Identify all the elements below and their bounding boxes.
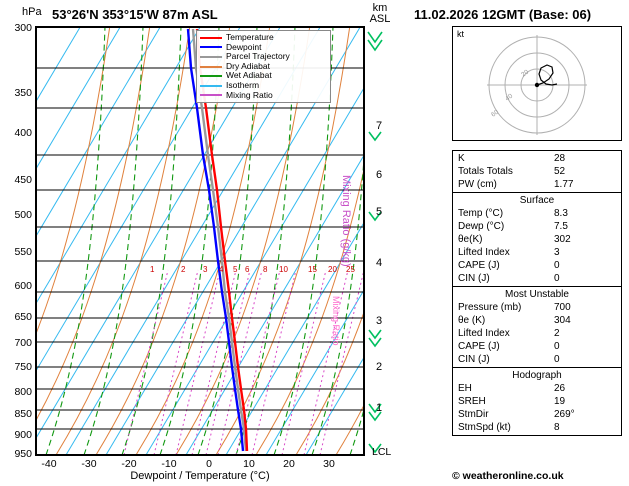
legend-swatch-wet-adiabat (200, 75, 222, 77)
ytick: 900 (14, 429, 32, 441)
copyright: © weatheronline.co.uk (452, 470, 564, 482)
pressure-axis-labels (0, 22, 34, 460)
row-value: 2 (554, 328, 560, 339)
row-key: EH (458, 383, 472, 394)
hodograph (452, 26, 622, 141)
row-key: CIN (J) (458, 273, 490, 284)
ytick: 650 (14, 311, 32, 323)
row-value: 3 (554, 247, 560, 258)
legend-swatch-parcel (200, 56, 222, 58)
row-value: 8 (554, 422, 560, 433)
mixing-ratio-value: 10 (279, 265, 288, 274)
ytick: 800 (14, 386, 32, 398)
table-row (453, 353, 621, 366)
km-axis-label-line1: km (372, 2, 388, 14)
ytick: 400 (14, 127, 32, 139)
height-axis (366, 26, 396, 456)
row-key: θe(K) (458, 234, 483, 245)
row-key: Dewp (°C) (458, 221, 505, 232)
km-axis-label (366, 3, 394, 25)
table-row (453, 152, 621, 165)
legend-label: Wet Adiabat (226, 70, 272, 81)
legend-label: Parcel Trajectory (226, 51, 290, 62)
mixing-ratio-value: 15 (308, 265, 317, 274)
row-value: 0 (554, 354, 560, 365)
row-value: 19 (554, 396, 566, 407)
row-key: CIN (J) (458, 354, 490, 365)
ytick: 350 (14, 87, 32, 99)
indices-section-most-unstable (453, 287, 621, 368)
section-title: Most Unstable (505, 289, 569, 300)
indices-table (452, 150, 622, 436)
km-tick: 6 (376, 169, 383, 181)
xtick: 30 (323, 458, 335, 470)
indices-section-surface (453, 193, 621, 287)
legend-swatch-dewpoint (200, 46, 222, 48)
xtick: -40 (41, 458, 57, 470)
row-key: Totals Totals (458, 166, 513, 177)
xtick: -20 (121, 458, 137, 470)
xtick: -10 (161, 458, 177, 470)
row-key: K (458, 153, 465, 164)
table-row (453, 165, 621, 178)
ytick: 700 (14, 337, 32, 349)
km-axis-label-line2: ASL (369, 13, 391, 25)
legend-item (200, 33, 327, 43)
ytick: 750 (14, 361, 32, 373)
table-row (453, 178, 621, 191)
mixing-ratio-axis-title: Mixing Ratio (g/kg) (340, 175, 352, 267)
mixing-ratio-value: 8 (263, 265, 268, 274)
ytick: 950 (14, 448, 32, 460)
legend-swatch-isotherm (200, 85, 222, 87)
table-row (453, 207, 621, 220)
row-key: Lifted Index (458, 328, 510, 339)
svg-text:40: 40 (504, 92, 515, 103)
legend-swatch-dry-adiabat (200, 66, 222, 68)
mixing-ratio-value: 25 (346, 265, 355, 274)
table-row (453, 408, 621, 421)
ytick: 450 (14, 174, 32, 186)
row-key: Lifted Index (458, 247, 510, 258)
legend-item (200, 91, 327, 101)
table-row (453, 340, 621, 353)
ytick: 300 (14, 22, 32, 34)
km-tick: 3 (376, 315, 383, 327)
table-row (453, 421, 621, 434)
row-value: 0 (554, 273, 560, 284)
legend-label: Temperature (226, 32, 274, 42)
table-row (453, 220, 621, 233)
row-key: CAPE (J) (458, 341, 500, 352)
row-value: 0 (554, 260, 560, 271)
legend-label: Dewpoint (226, 41, 262, 52)
table-row (453, 259, 621, 272)
mixing-ratio-value: 2 (181, 265, 186, 274)
km-tick: 1 (376, 402, 383, 414)
legend-label: Dry Adiabat (226, 60, 270, 71)
row-key: CAPE (J) (458, 260, 500, 271)
row-key: θe (K) (458, 315, 486, 326)
row-key: StmSpd (kt) (458, 422, 511, 433)
section-title: Surface (519, 195, 555, 206)
km-tick: 5 (376, 206, 383, 218)
mixing-ratio-value: 1 (150, 265, 155, 274)
row-value: 1.77 (554, 179, 574, 190)
table-row (453, 382, 621, 395)
row-value: 0 (554, 341, 560, 352)
legend-item (200, 71, 327, 81)
ytick: 500 (14, 209, 32, 221)
row-value: 302 (554, 234, 571, 245)
mixing-ratio-value: 3 (203, 265, 208, 274)
mixing-ratio-value: 20 (328, 265, 337, 274)
xtick: 20 (283, 458, 295, 470)
pressure-unit-label: hPa (22, 6, 42, 18)
indices-section-hodograph (453, 368, 621, 435)
row-value: 52 (554, 166, 566, 177)
row-key: Pressure (mb) (458, 302, 522, 313)
x-axis-title: Dewpoint / Temperature (°C) (130, 470, 270, 482)
xtick: 0 (206, 458, 212, 470)
row-value: 304 (554, 315, 571, 326)
table-row (453, 301, 621, 314)
table-row (453, 395, 621, 408)
km-tick: 2 (376, 361, 383, 373)
mixing-ratio-value: 6 (245, 265, 250, 274)
row-value: 700 (554, 302, 571, 313)
table-row (453, 233, 621, 246)
mixing-ratio-axis-title-secondary: Mixing Ratio (331, 296, 341, 346)
row-value: 7.5 (554, 221, 568, 232)
table-row (453, 327, 621, 340)
row-value: 8.3 (554, 208, 568, 219)
row-value: 28 (554, 153, 566, 164)
km-tick: 4 (376, 257, 383, 269)
ytick: 550 (14, 246, 32, 258)
row-value: 269° (554, 409, 575, 420)
km-tick: 7 (376, 120, 383, 132)
table-row (453, 246, 621, 259)
svg-text:20: 20 (520, 68, 531, 79)
hodograph-unit-label: kt (457, 29, 465, 39)
run-title: 11.02.2026 12GMT (Base: 06) (414, 7, 592, 22)
row-value: 26 (554, 383, 566, 394)
ytick: 850 (14, 408, 32, 420)
ytick: 600 (14, 280, 32, 292)
table-row (453, 272, 621, 285)
xtick: -30 (81, 458, 97, 470)
xtick: 10 (243, 458, 255, 470)
lcl-label: LCL (372, 446, 392, 458)
station-title: 53°26'N 353°15'W 87m ASL (52, 7, 218, 22)
section-title: Hodograph (512, 370, 562, 381)
row-key: StmDir (458, 409, 489, 420)
row-key: SREH (458, 396, 486, 407)
row-key: PW (cm) (458, 179, 497, 190)
legend-label: Isotherm (226, 79, 260, 90)
legend-swatch-temperature (200, 37, 222, 39)
mixing-ratio-value: 4 (219, 265, 224, 274)
row-key: Temp (°C) (458, 208, 504, 219)
table-row (453, 314, 621, 327)
mixing-ratio-value: 5 (233, 265, 238, 274)
legend (196, 30, 331, 103)
legend-label: Mixing Ratio (226, 89, 273, 100)
svg-text:60: 60 (490, 108, 501, 119)
indices-section-general (453, 151, 621, 193)
legend-swatch-mixing-ratio (200, 94, 222, 96)
